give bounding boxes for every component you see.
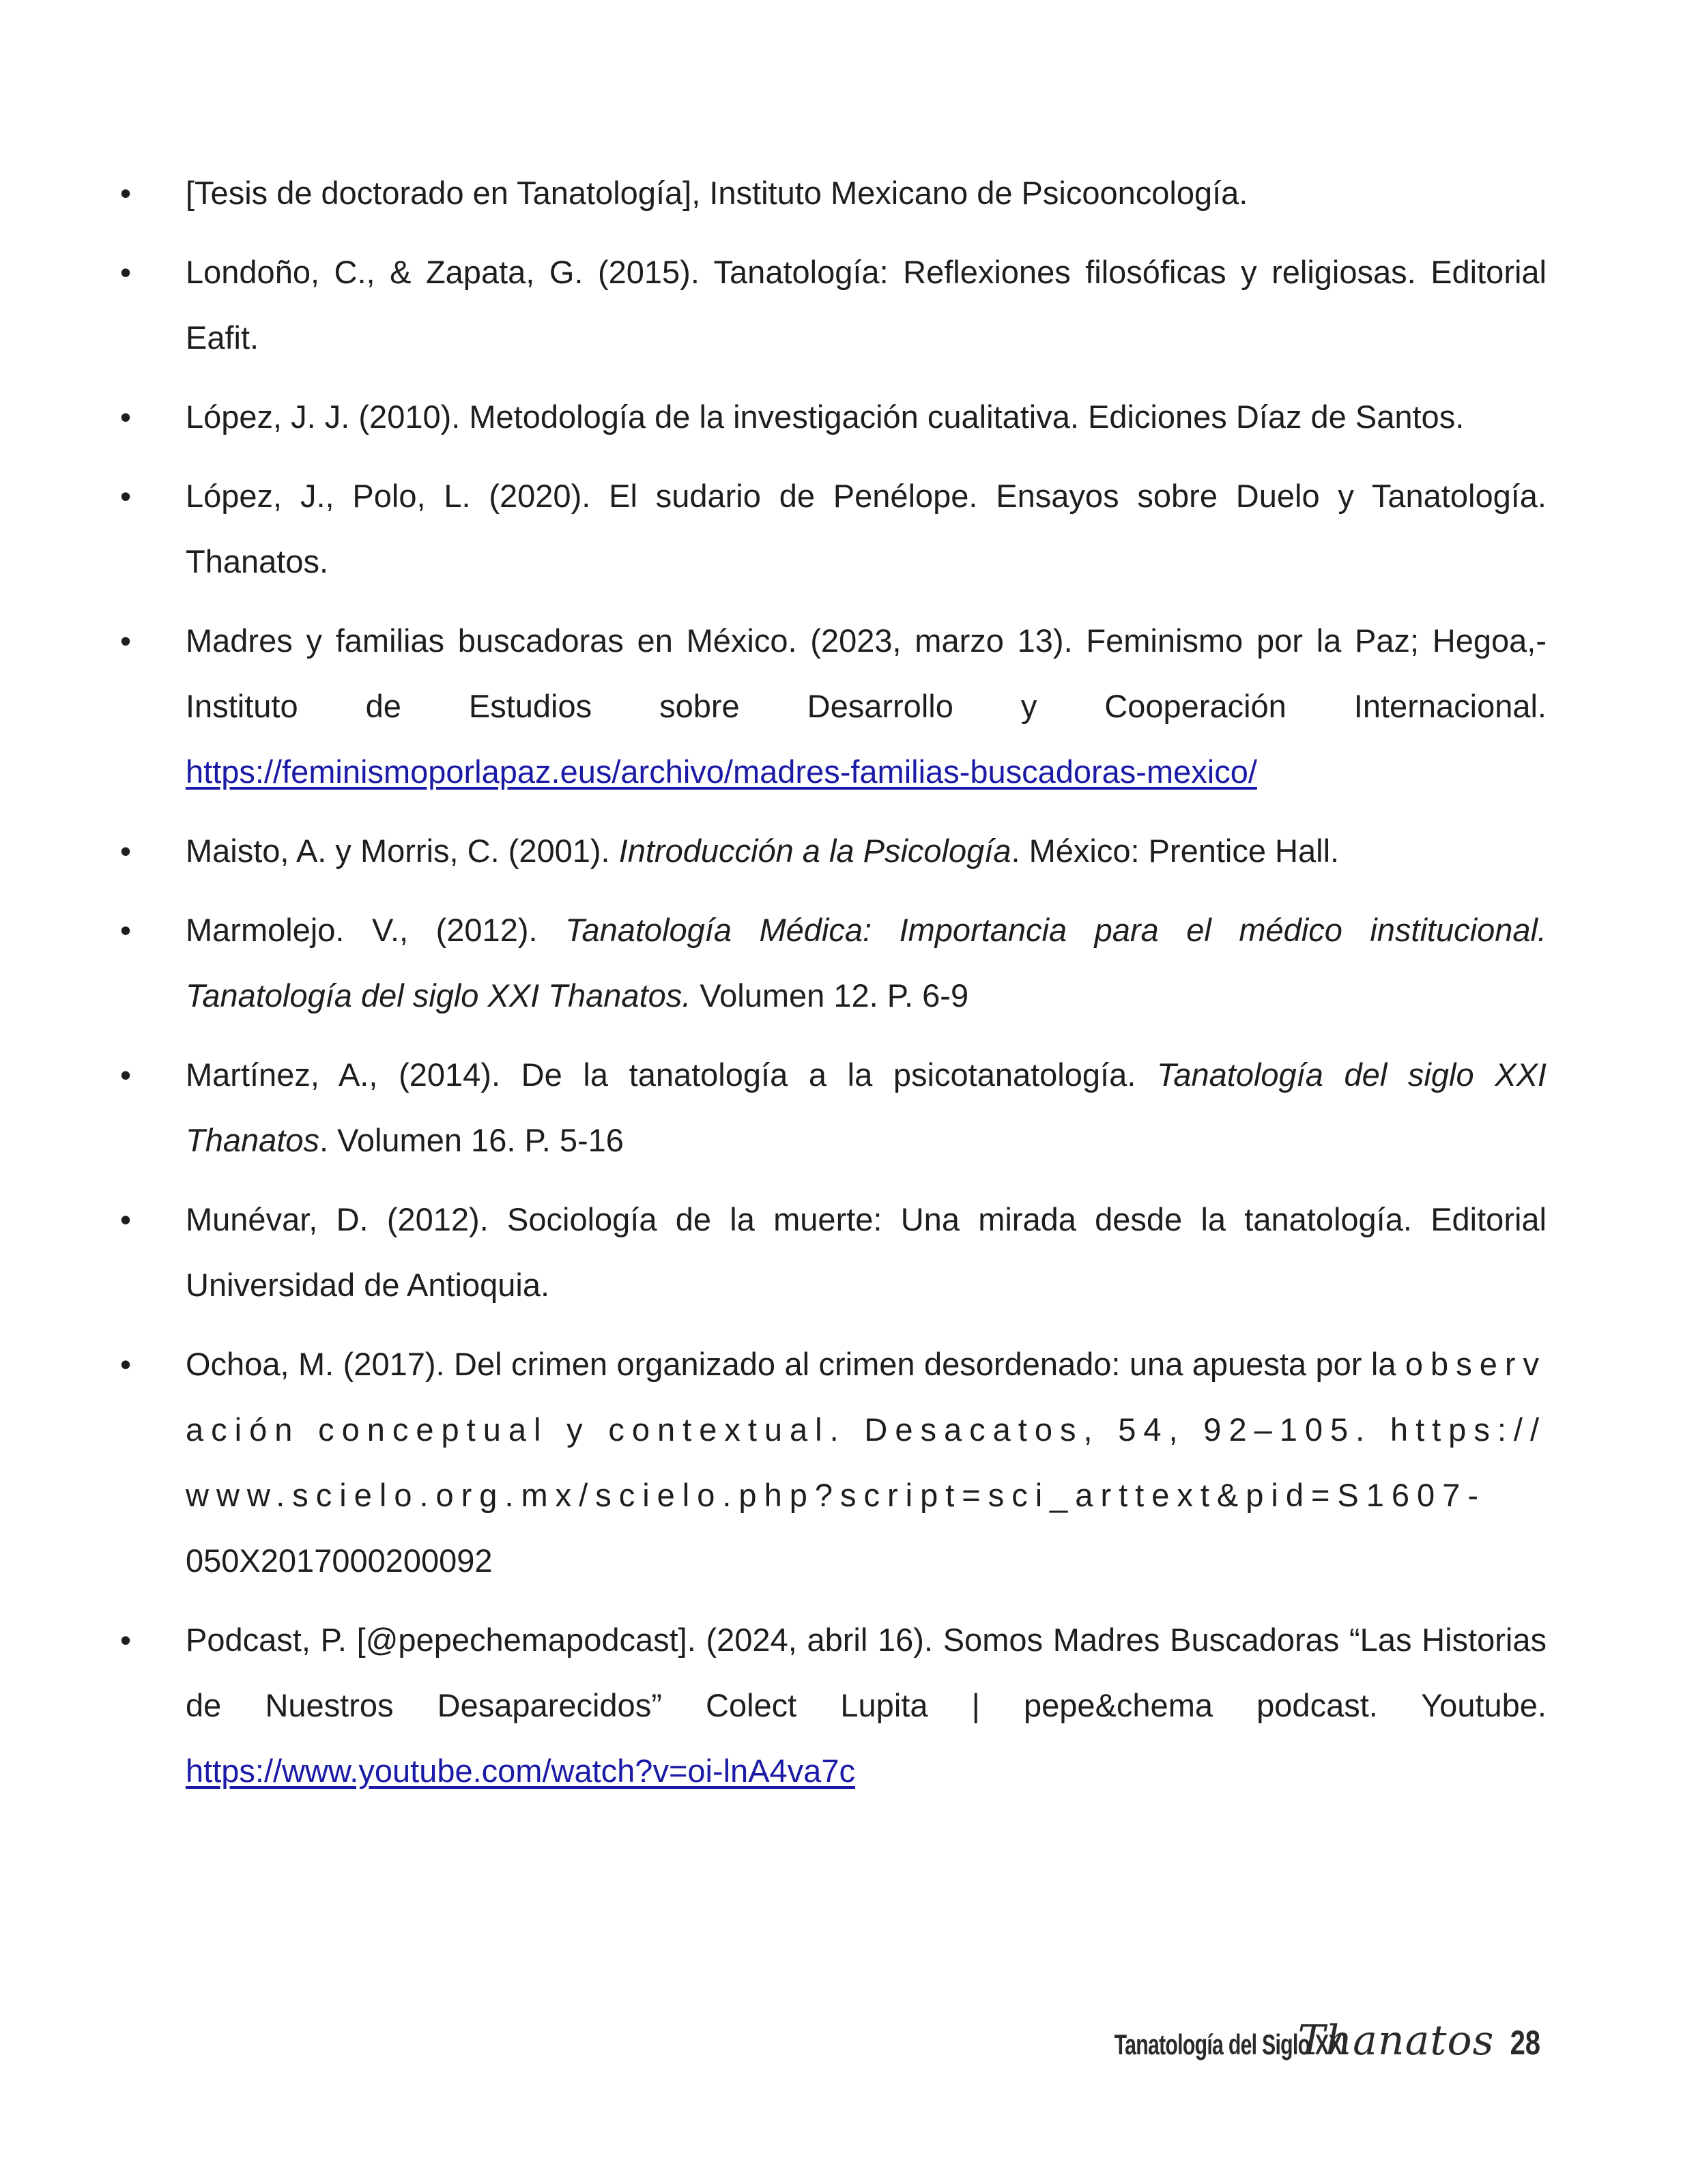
reference-italic-text: Tanatología Médica: Importancia para el médico institucional. Tanatología del siglo XXI Thanatos. — [186, 912, 1547, 1014]
reference-item — [186, 818, 1547, 884]
reference-item — [186, 1042, 1547, 1173]
reference-item — [186, 463, 1547, 594]
reference-text: López, J., Polo, L. (2020). El sudario de Penélope. Ensayos sobre Duelo y Tanatología. Thanatos. — [186, 478, 1547, 579]
reference-list — [186, 160, 1547, 1817]
reference-text: observación conceptual y contextual. Desacatos, 54, 92–105. https://www.scielo.org.mx/scielo.php?script=sci_arttext&pid=S1607- — [186, 1346, 1547, 1513]
reference-text: Martínez, A., (2014). De la tanatología a la psicotanatología. — [186, 1057, 1157, 1093]
reference-item — [186, 1607, 1547, 1804]
reference-text: Volumen 12. P. 6-9 — [691, 977, 969, 1014]
page-number: 28 — [1510, 2024, 1541, 2062]
reference-text: . Volumen 16. P. 5-16 — [319, 1122, 624, 1158]
reference-link[interactable]: https://www.youtube.com/watch?v=oi-lnA4va7c — [186, 1753, 855, 1789]
reference-item — [186, 240, 1547, 371]
reference-text: López, J. J. (2010). Metodología de la investigación cualitativa. Ediciones Díaz de Santos. — [186, 399, 1465, 435]
reference-item — [186, 1332, 1547, 1594]
reference-text: Marmolejo. V., (2012). — [186, 912, 566, 948]
reference-item — [186, 1187, 1547, 1318]
reference-item — [186, 384, 1547, 450]
reference-italic-text: Tanatología del siglo XXI Thanatos — [186, 1057, 1547, 1158]
reference-text: [Tesis de doctorado en Tanatología], Instituto Mexicano de Psicooncología. — [186, 175, 1248, 211]
reference-text: Maisto, A. y Morris, C. (2001). — [186, 833, 619, 869]
page-footer — [1024, 2017, 1544, 2078]
reference-text: Ochoa, M. (2017). Del crimen organizado al crimen desordenado: una apuesta por la — [186, 1346, 1405, 1382]
reference-item — [186, 897, 1547, 1029]
reference-italic-text: Introducción a la Psicología — [618, 833, 1011, 869]
footer-journal-name: Tanatología del Siglo XXI — [1114, 2028, 1347, 2060]
reference-item — [186, 608, 1547, 805]
footer-brand-logo: Thanatos — [1297, 2017, 1495, 2065]
reference-text: Munévar, D. (2012). Sociología de la muerte: Una mirada desde la tanatología. Editorial Universidad de Antioquia. — [186, 1201, 1547, 1303]
reference-text: Madres y familias buscadoras en México. (2023, marzo 13). Feminismo por la Paz; Hegoa,- Instituto de Estudios sobre Desarrollo y Cooperación Internacional. — [186, 622, 1547, 724]
reference-link[interactable]: https://feminismoporlapaz.eus/archivo/madres-familias-buscadoras-mexico/ — [186, 753, 1257, 790]
reference-text: . México: Prentice Hall. — [1011, 833, 1340, 869]
reference-text: Londoño, C., & Zapata, G. (2015). Tanatología: Reflexiones filosóficas y religiosas. Editorial Eafit. — [186, 254, 1547, 356]
reference-item — [186, 160, 1547, 226]
reference-text: Podcast, P. [@pepechemapodcast]. (2024, abril 16). Somos Madres Buscadoras “Las Historias de Nuestros Desaparecidos” Colect Lupita | pepe&chema podcast. Youtube. — [186, 1622, 1547, 1723]
reference-text: 050X2017000200092 — [186, 1542, 493, 1579]
